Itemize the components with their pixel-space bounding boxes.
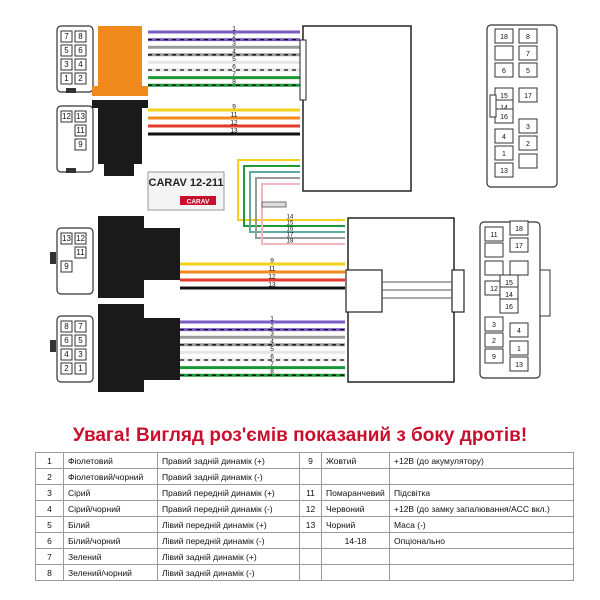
pin-number: 4 (36, 501, 64, 517)
connector-cell (485, 261, 503, 275)
connector-face-8pin-bottom-pin-label: 4 (64, 350, 69, 359)
connector-cell (495, 46, 513, 60)
connector-face-8pin-bottom-pin-label: 8 (64, 322, 69, 331)
connector-pin-label: 4 (517, 328, 521, 335)
wire-number-label: 3 (232, 40, 236, 48)
connector-pin-label: 8 (526, 34, 530, 41)
connector-face-8pin-bottom-pin-label: 6 (64, 336, 69, 345)
black-connector-flange (92, 100, 148, 108)
orange-connector-flange (92, 86, 148, 96)
connector-face-8pin-top-pin-label: 2 (78, 74, 83, 83)
pin-number: 8 (36, 565, 64, 581)
wire-function: Лівий задній динамік (+) (158, 549, 300, 565)
connector-face-4pin-bottom-pin-label: 11 (76, 248, 85, 257)
wire-color: Чорний (322, 517, 390, 533)
black-connector-lower-body (98, 216, 144, 298)
connector-face-8pin-top-pin-label: 4 (78, 60, 83, 69)
wire-number-label: 5 (232, 55, 236, 63)
fuse-icon (262, 202, 286, 207)
wire-number-label: 8 (270, 368, 274, 376)
connector-face-8pin-bottom-pin-label: 5 (78, 336, 83, 345)
connector-face-4pin-top-pin-label: 9 (78, 140, 83, 149)
connector-face-8pin-top-pin-label: 6 (78, 46, 83, 55)
wire-number-label: 3 (270, 330, 274, 338)
plug-latch-left (346, 270, 382, 312)
connector-cell (485, 243, 503, 257)
connector-face-8pin-bottom-pin-label: 3 (78, 350, 83, 359)
connector-face-8pin-bottom-pin-label: 2 (64, 364, 69, 373)
wire-number-label: 7 (270, 361, 274, 369)
wire-number-label: 11 (268, 265, 276, 273)
wire-function: Підсвітка (390, 485, 574, 501)
connector-pin-label: 17 (524, 93, 532, 100)
wire-number-label: 4 (232, 48, 236, 56)
table-row (36, 453, 574, 469)
wire-number-label: 9 (232, 103, 236, 111)
wire-function: +12В (до замку запалювання/ACC вкл.) (390, 501, 574, 517)
black-connector-bottom-plug (144, 318, 180, 380)
connector-latch (66, 168, 76, 173)
wire-function (390, 549, 574, 565)
connector-face-8pin-top-pin-label: 3 (64, 60, 69, 69)
wire-number-label: 12 (268, 273, 276, 281)
connector-latch (50, 252, 56, 264)
connector-face-8pin-top-pin-label: 1 (64, 74, 69, 83)
wire-color: Помаранчевий (322, 485, 390, 501)
connector-face-8pin-top-pin-label: 5 (64, 46, 69, 55)
connector-latch (66, 88, 76, 93)
wire-color (322, 549, 390, 565)
wire-number-label: 1 (232, 25, 236, 33)
wire-color: Зелений/чорний (64, 565, 158, 581)
wire-function: Маса (-) (390, 517, 574, 533)
connector-latch (50, 340, 56, 352)
wire-function: Правий передній динамік (-) (158, 501, 300, 517)
connector-pin-label: 16 (505, 304, 513, 311)
pin-number: 3 (36, 485, 64, 501)
head-unit-plug-top (303, 26, 411, 191)
connector-pin-label: 15 (505, 280, 513, 287)
wire-number-label: 4 (270, 338, 274, 346)
table-row (36, 485, 574, 501)
table-row (36, 549, 574, 565)
connector-pin-label: 18 (500, 34, 508, 41)
table-row (36, 501, 574, 517)
connector-cell (510, 261, 528, 275)
wire-function (390, 469, 574, 485)
wire-color (322, 565, 390, 581)
wire-function: Правий задній динамік (+) (158, 453, 300, 469)
connector-pin-label: 4 (502, 134, 506, 141)
connector-face-4pin-bottom-pin-label: 13 (62, 234, 71, 243)
connector-key (490, 95, 496, 117)
table-row (36, 565, 574, 581)
carav-logo-text: CARAV (186, 198, 210, 206)
wire-color: Червоний (322, 501, 390, 517)
connector-pin-label: 18 (515, 226, 523, 233)
wire-color: Білий/чорний (64, 533, 158, 549)
connector-pin-label: 2 (526, 141, 530, 148)
wire-number-label: 9 (270, 257, 274, 265)
black-connector-body (98, 104, 142, 164)
wire-number-label: 15 (286, 220, 294, 227)
connector-pin-label: 2 (492, 338, 496, 345)
connector-pin-label: 13 (500, 168, 508, 175)
wire-number-label: 17 (286, 232, 294, 239)
wire-number-label: 8 (232, 78, 236, 86)
connector-key (540, 270, 550, 316)
wire-color: 14-18 (322, 533, 390, 549)
connector-pin-label: 15 (500, 93, 508, 100)
table-row (36, 469, 574, 485)
connector-pin-label: 11 (490, 232, 498, 239)
connector-pin-label: 7 (526, 51, 530, 58)
black-connector-tail (104, 164, 134, 176)
wire-color: Фіолетовий (64, 453, 158, 469)
pin-number: 13 (300, 517, 322, 533)
wire-function: Лівий передній динамік (+) (158, 517, 300, 533)
pin-number: 2 (36, 469, 64, 485)
connector-face-4pin-top-pin-label: 13 (76, 112, 85, 121)
connector-pin-label: 5 (526, 68, 530, 75)
wire-function: Правий передній динамік (+) (158, 485, 300, 501)
warning-text: Увага! Вигляд роз'ємів показаний з боку дротів! (72, 425, 528, 446)
pin-number (300, 565, 322, 581)
wire-function: Лівий передній динамік (-) (158, 533, 300, 549)
wire-color: Білий (64, 517, 158, 533)
connector-pin-label: 16 (500, 114, 508, 121)
wire-number-label: 12 (230, 119, 238, 127)
pin-number: 6 (36, 533, 64, 549)
orange-connector-body (98, 26, 142, 90)
pin-number (300, 549, 322, 565)
connector-face-8pin-bottom-pin-label: 1 (78, 364, 83, 373)
pin-number: 7 (36, 549, 64, 565)
connector-pin-label: 12 (490, 286, 498, 293)
connector-pin-label: 3 (526, 124, 530, 131)
wire-number-label: 1 (270, 315, 274, 323)
connector-face-8pin-top-pin-label: 8 (78, 32, 83, 41)
pin-number: 1 (36, 453, 64, 469)
wire-function (390, 565, 574, 581)
wire-color (322, 469, 390, 485)
wire-color: Сірий/чорний (64, 501, 158, 517)
connector-face-8pin-top-pin-label: 7 (64, 32, 69, 41)
wire-color: Жовтий (322, 453, 390, 469)
wire-color: Сірий (64, 485, 158, 501)
connector-pin-label: 9 (492, 354, 496, 361)
wire-function: Опціонально (390, 533, 574, 549)
connector-face-4pin-bottom-pin-label: 12 (76, 234, 85, 243)
wire-number-label: 18 (286, 238, 294, 245)
connector-face-4pin-top-pin-label: 11 (76, 126, 85, 135)
wire-number-label: 13 (268, 281, 276, 289)
wire-function: Лівий задній динамік (-) (158, 565, 300, 581)
connector-face-4pin-bottom-pin-label: 9 (64, 262, 69, 271)
black-connector-lower-plug (144, 228, 180, 280)
wire-number-label: 16 (286, 226, 294, 233)
wire-function: Правий задній динамік (-) (158, 469, 300, 485)
wire-number-label: 7 (232, 71, 236, 79)
connector-face-8pin-bottom-pin-label: 7 (78, 322, 83, 331)
pin-table (35, 452, 574, 581)
connector-pin-label: 14 (505, 292, 513, 299)
table-row (36, 517, 574, 533)
wire-color: Фіолетовий/чорний (64, 469, 158, 485)
wire-function: +12В (до акумулятору) (390, 453, 574, 469)
product-code: CARAV 12-211 (148, 177, 224, 189)
head-unit-plug-ridge (300, 40, 306, 100)
connector-cell (519, 154, 537, 168)
wire-number-label: 13 (230, 127, 238, 135)
connector-pin-label: 1 (502, 151, 506, 158)
pin-number: 5 (36, 517, 64, 533)
wire-number-label: 2 (232, 33, 236, 41)
pin-number (300, 533, 322, 549)
pin-number (300, 469, 322, 485)
wire-number-label: 14 (286, 214, 294, 221)
wire-number-label: 5 (270, 345, 274, 353)
pin-number: 11 (300, 485, 322, 501)
connector-face-4pin-top-pin-label: 12 (62, 112, 71, 121)
table-row (36, 533, 574, 549)
wire-number-label: 6 (232, 63, 236, 71)
wire-number-label: 11 (230, 111, 238, 119)
wire-color: Зелений (64, 549, 158, 565)
pin-number: 9 (300, 453, 322, 469)
connector-pin-label: 1 (517, 346, 521, 353)
pin-number: 12 (300, 501, 322, 517)
wire-number-label: 2 (270, 323, 274, 331)
connector-pin-label: 17 (515, 243, 523, 250)
connector-pin-label: 3 (492, 322, 496, 329)
connector-pin-label: 13 (515, 362, 523, 369)
thin-wire-18 (262, 184, 345, 244)
black-connector-bottom-body (98, 304, 144, 392)
connector-pin-label: 6 (502, 68, 506, 75)
plug-latch-right (452, 270, 464, 312)
wire-number-label: 6 (270, 353, 274, 361)
